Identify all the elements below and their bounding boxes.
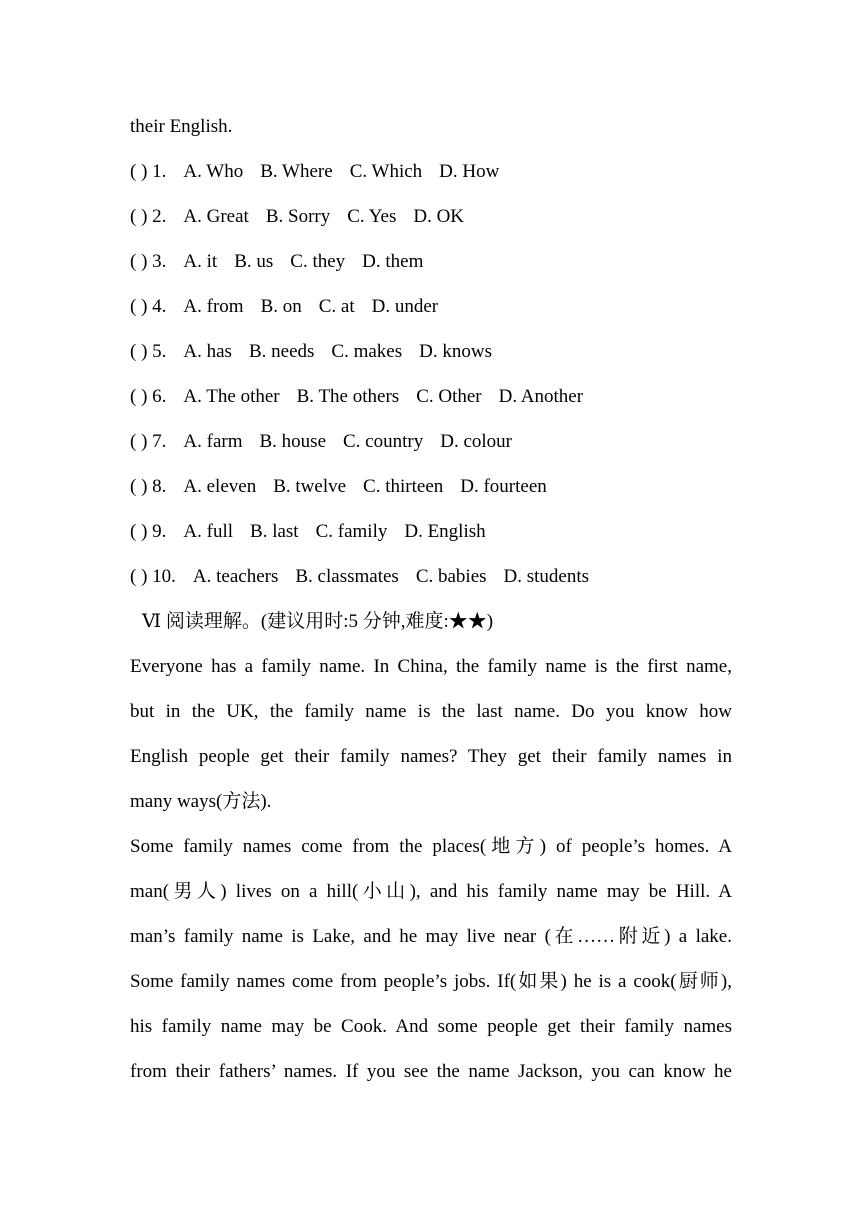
question-9: ( ) 9. A. full B. last C. family D. English bbox=[130, 521, 486, 542]
question-7: ( ) 7. A. farm B. house C. country D. colour bbox=[130, 431, 512, 452]
passage-line: his family name may be Cook. And some people get their family names bbox=[130, 1016, 732, 1037]
question-5: ( ) 5. A. has B. needs C. makes D. knows bbox=[130, 341, 492, 362]
question-1: ( ) 1. A. Who B. Where C. Which D. How bbox=[130, 161, 500, 182]
passage-line: English people get their family names? They get their family names in bbox=[130, 746, 732, 767]
question-6: ( ) 6. A. The other B. The others C. Other D. Another bbox=[130, 386, 584, 407]
passage-line: many ways(方法). bbox=[130, 791, 272, 812]
question-4: ( ) 4. A. from B. on C. at D. under bbox=[130, 296, 439, 317]
section-heading: Ⅵ 阅读理解。(建议用时:5 分钟,难度:★★) bbox=[142, 611, 494, 632]
question-10: ( ) 10. A. teachers B. classmates C. babies D. students bbox=[130, 566, 590, 587]
passage-line: from their fathers’ names. If you see the name Jackson, you can know he bbox=[130, 1061, 732, 1082]
passage-line: but in the UK, the family name is the last name. Do you know how bbox=[130, 701, 732, 722]
passage-line: man’s family name is Lake, and he may live near (在……附近) a lake. bbox=[130, 926, 732, 947]
question-3: ( ) 3. A. it B. us C. they D. them bbox=[130, 251, 424, 272]
passage-line: man(男人) lives on a hill(小山), and his family name may be Hill. A bbox=[130, 881, 732, 902]
question-8: ( ) 8. A. eleven B. twelve C. thirteen D. fourteen bbox=[130, 476, 547, 497]
passage-line: Some family names come from the places(地方) of people’s homes. A bbox=[130, 836, 732, 857]
question-2: ( ) 2. A. Great B. Sorry C. Yes D. OK bbox=[130, 206, 465, 227]
passage-line: Some family names come from people’s jobs. If(如果) he is a cook(厨师), bbox=[130, 971, 732, 992]
passage-line: Everyone has a family name. In China, the family name is the first name, bbox=[130, 656, 732, 677]
intro-tail: their English. bbox=[130, 116, 233, 137]
